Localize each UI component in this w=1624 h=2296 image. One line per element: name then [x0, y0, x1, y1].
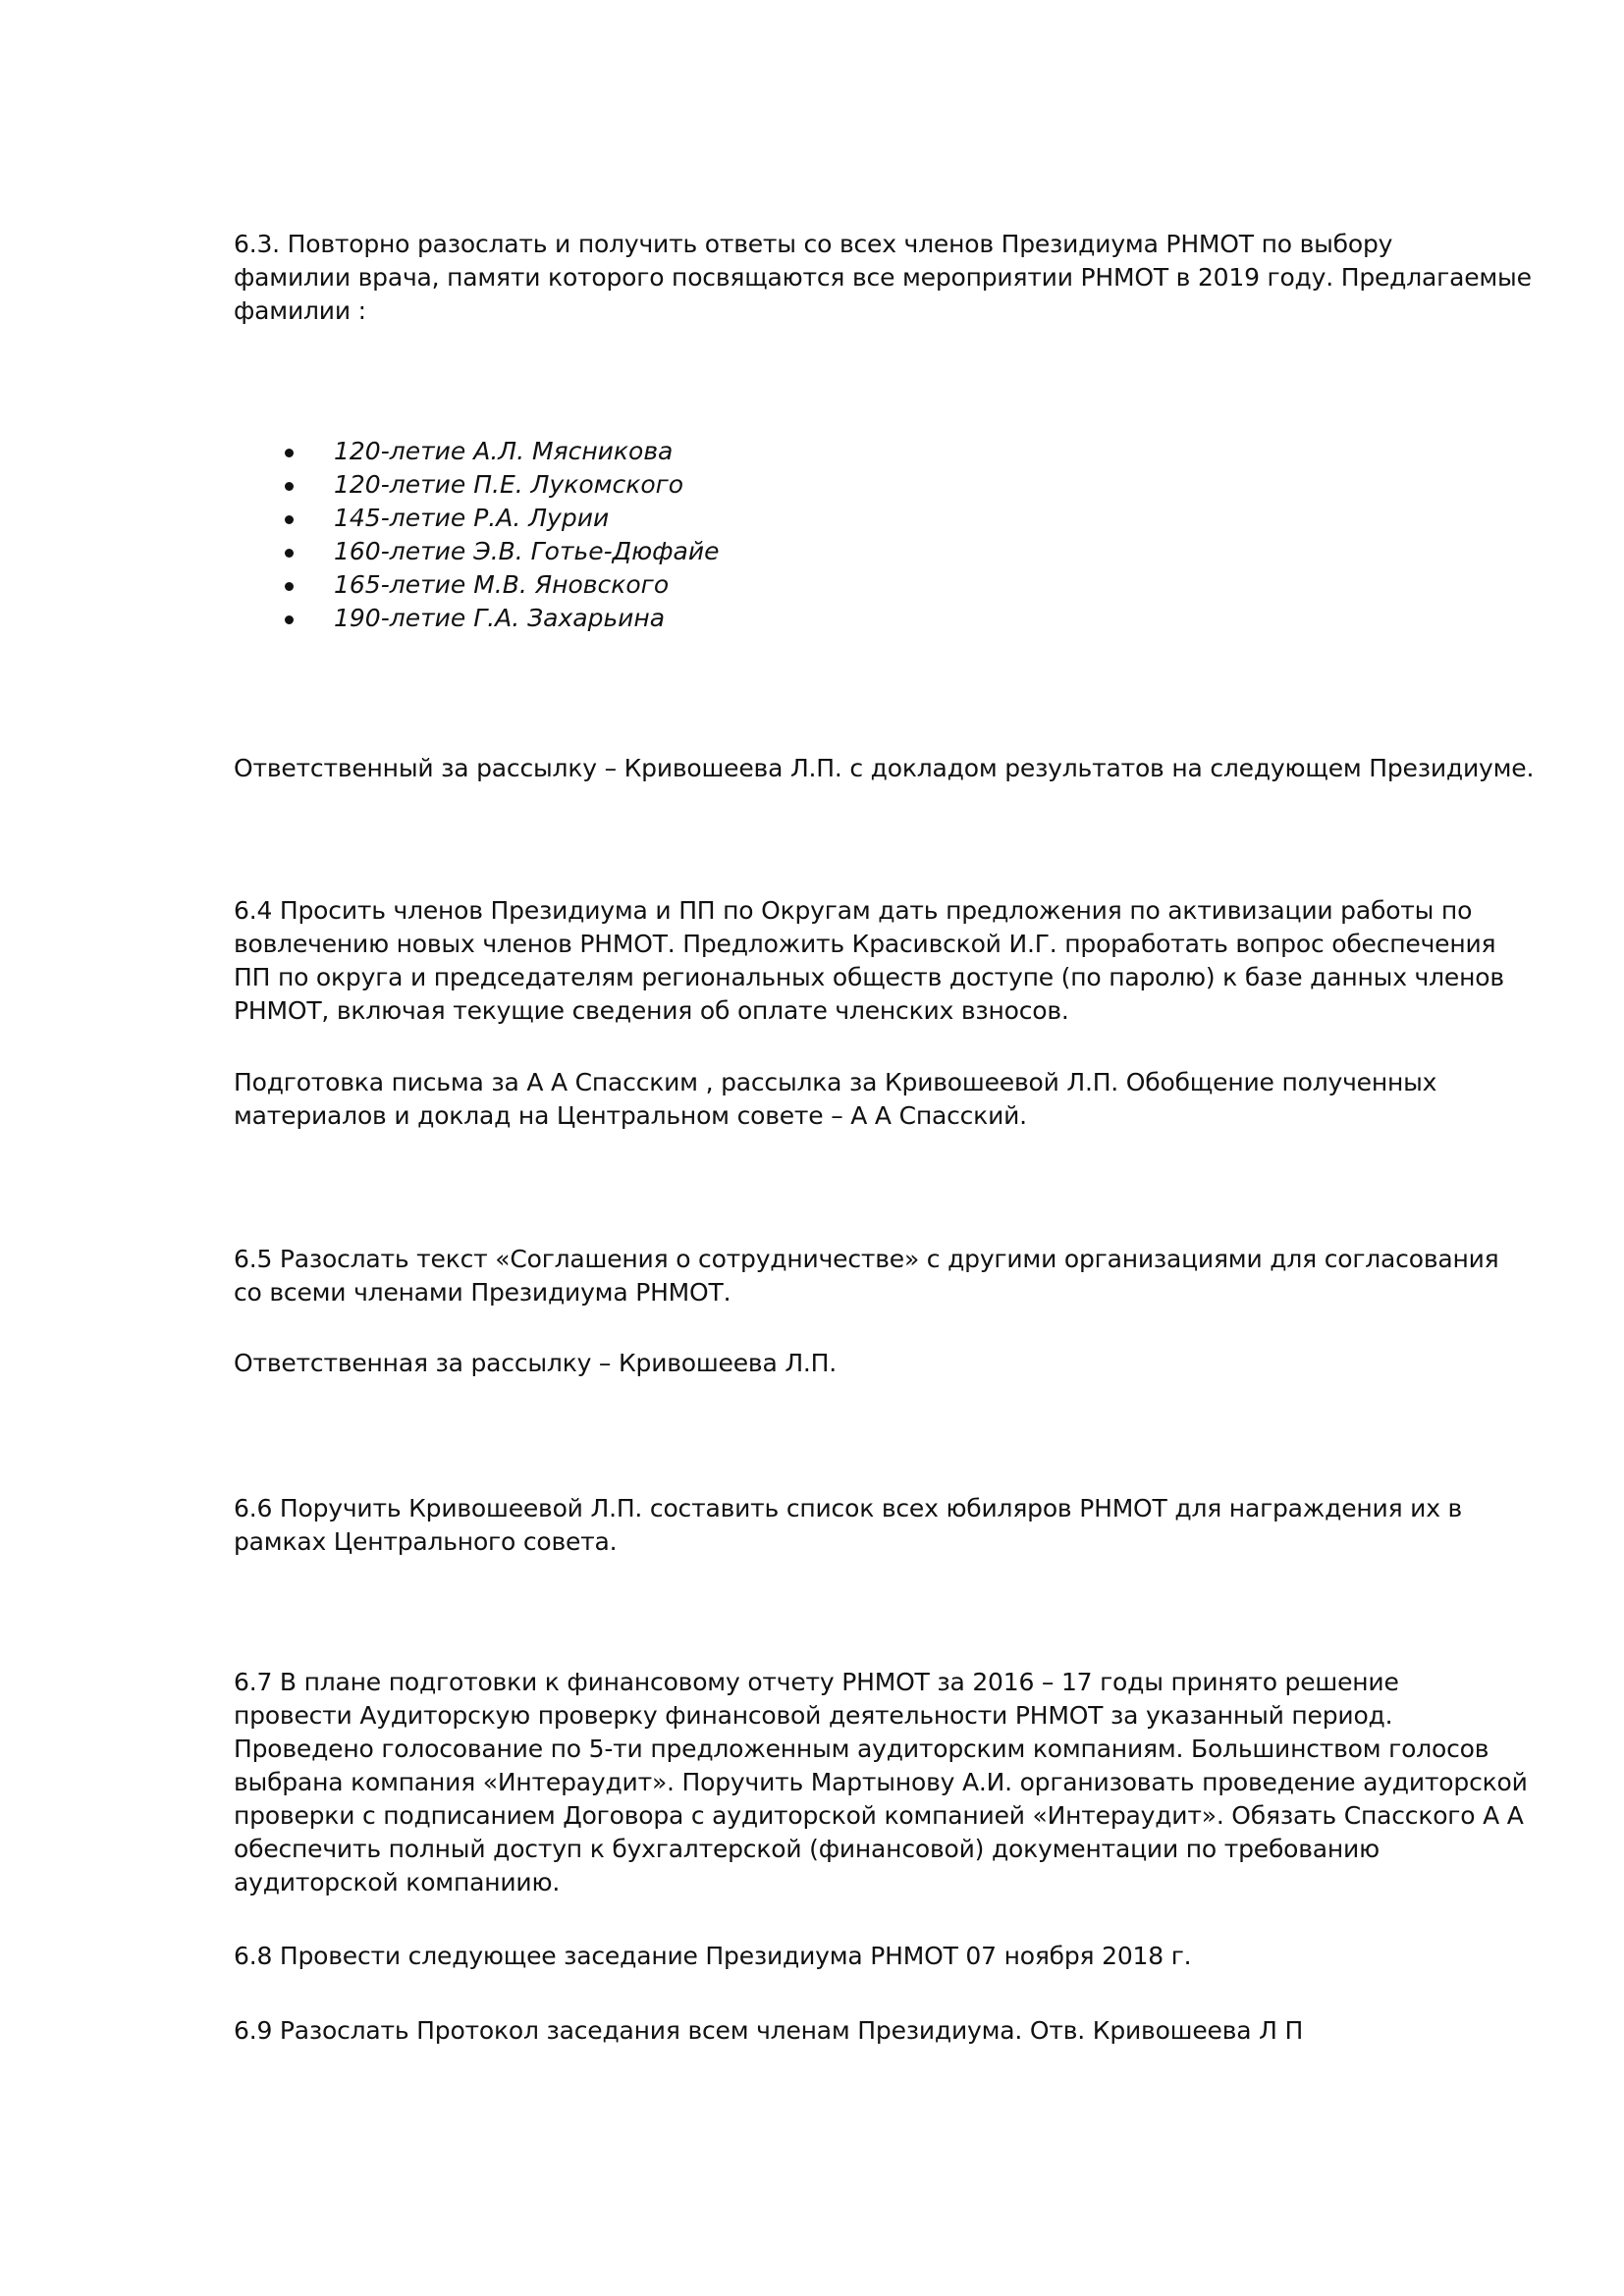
item-6-9-line: 6.9 Разослать Протокол заседания всем членам Президиума. Отв. Кривошеева Л П — [234, 2016, 1304, 2045]
bullet-icon — [285, 615, 294, 624]
item-6-4-line: вовлечению новых членов РНМОТ. Предложить Красивской И.Г. проработать вопрос обеспечения — [234, 930, 1496, 958]
anniversary-list — [285, 435, 720, 635]
list-item-text: 160-летие Э.В. Готье-Дюфайе — [334, 537, 720, 565]
list-item-text: 120-летие А.Л. Мясникова — [334, 437, 674, 465]
item-6-9-paragraph — [234, 2014, 1540, 2048]
item-6-7-line: 6.7 В плане подготовки к финансовому отчету РНМОТ за 2016 – 17 годы принято решение — [234, 1668, 1399, 1696]
item-6-8-line: 6.8 Провести следующее заседание Президиума РНМОТ 07 ноября 2018 г. — [234, 1942, 1192, 1970]
list-item — [285, 502, 720, 535]
item-6-3-line: фамилии врача, памяти которого посвящаются все мероприятии РНМОТ в 2019 году. Предлагаемые — [234, 263, 1532, 292]
list-item-text: 145-летие Р.А. Лурии — [334, 504, 610, 532]
item-6-6-paragraph — [234, 1492, 1540, 1559]
item-6-4-paragraph — [234, 894, 1540, 1028]
bullet-icon — [285, 582, 294, 591]
item-6-5-line: 6.5 Разослать текст «Соглашения о сотрудничестве» с другими организациями для согласования — [234, 1245, 1499, 1273]
item-6-4-line: ПП по округа и председателям региональных обществ доступе (по паролю) к базе данных членов — [234, 963, 1504, 991]
responsible-6-4-paragraph — [234, 1066, 1540, 1133]
responsible-6-5-paragraph — [234, 1347, 1540, 1380]
list-item-text: 165-летие М.В. Яновского — [334, 570, 670, 599]
bullet-icon — [285, 482, 294, 491]
responsible-6-3-line: Ответственный за рассылку – Кривошеева Л.П. с докладом результатов на следующем Президиуме. — [234, 754, 1535, 782]
list-item-text: 190-летие Г.А. Захарьина — [334, 604, 666, 632]
item-6-5-line: со всеми членами Президиума РНМОТ. — [234, 1278, 731, 1307]
item-6-7-line: аудиторской компаниию. — [234, 1868, 561, 1896]
list-item-text: 120-летие П.Е. Лукомского — [334, 470, 684, 499]
item-6-7-line: проверки с подписанием Договора с аудиторской компанией «Интераудит». Обязать Спасского А А — [234, 1801, 1524, 1830]
list-item — [285, 568, 720, 602]
item-6-4-line: 6.4 Просить членов Президиума и ПП по Округам дать предложения по активизации работы по — [234, 896, 1473, 925]
item-6-7-line: обеспечить полный доступ к бухгалтерской (финансовой) документации по требованию — [234, 1835, 1380, 1863]
item-6-7-paragraph — [234, 1666, 1540, 1899]
item-6-3-paragraph — [234, 228, 1540, 328]
responsible-6-5-line: Ответственная за рассылку – Кривошеева Л.П. — [234, 1349, 838, 1377]
item-6-6-line: 6.6 Поручить Кривошеевой Л.П. составить список всех юбиляров РНМОТ для награждения их в — [234, 1494, 1463, 1522]
responsible-6-4-line: материалов и доклад на Центральном совете – А А Спасский. — [234, 1101, 1027, 1130]
bullet-icon — [285, 549, 294, 558]
bullet-icon — [285, 449, 294, 457]
list-item — [285, 535, 720, 568]
responsible-6-3-paragraph — [234, 752, 1540, 785]
item-6-3-line: 6.3. Повторно разослать и получить ответы со всех членов Президиума РНМОТ по выбору — [234, 230, 1393, 258]
item-6-7-line: провести Аудиторскую проверку финансовой деятельности РНМОТ за указанный период. — [234, 1701, 1393, 1730]
list-item — [285, 435, 720, 468]
item-6-3-line: фамилии : — [234, 296, 366, 325]
item-6-4-line: РНМОТ, включая текущие сведения об оплате членских взносов. — [234, 996, 1069, 1025]
item-6-7-line: Проведено голосование по 5-ти предложенным аудиторским компаниям. Большинством голосов — [234, 1735, 1489, 1763]
list-item — [285, 602, 720, 635]
list-item — [285, 468, 720, 502]
responsible-6-4-line: Подготовка письма за А А Спасским , рассылка за Кривошеевой Л.П. Обобщение полученных — [234, 1068, 1437, 1096]
item-6-7-line: выбрана компания «Интераудит». Поручить Мартынову А.И. организовать проведение аудиторской — [234, 1768, 1528, 1796]
item-6-6-line: рамках Центрального совета. — [234, 1527, 618, 1556]
item-6-5-paragraph — [234, 1243, 1540, 1309]
item-6-8-paragraph — [234, 1940, 1540, 1973]
bullet-icon — [285, 515, 294, 524]
